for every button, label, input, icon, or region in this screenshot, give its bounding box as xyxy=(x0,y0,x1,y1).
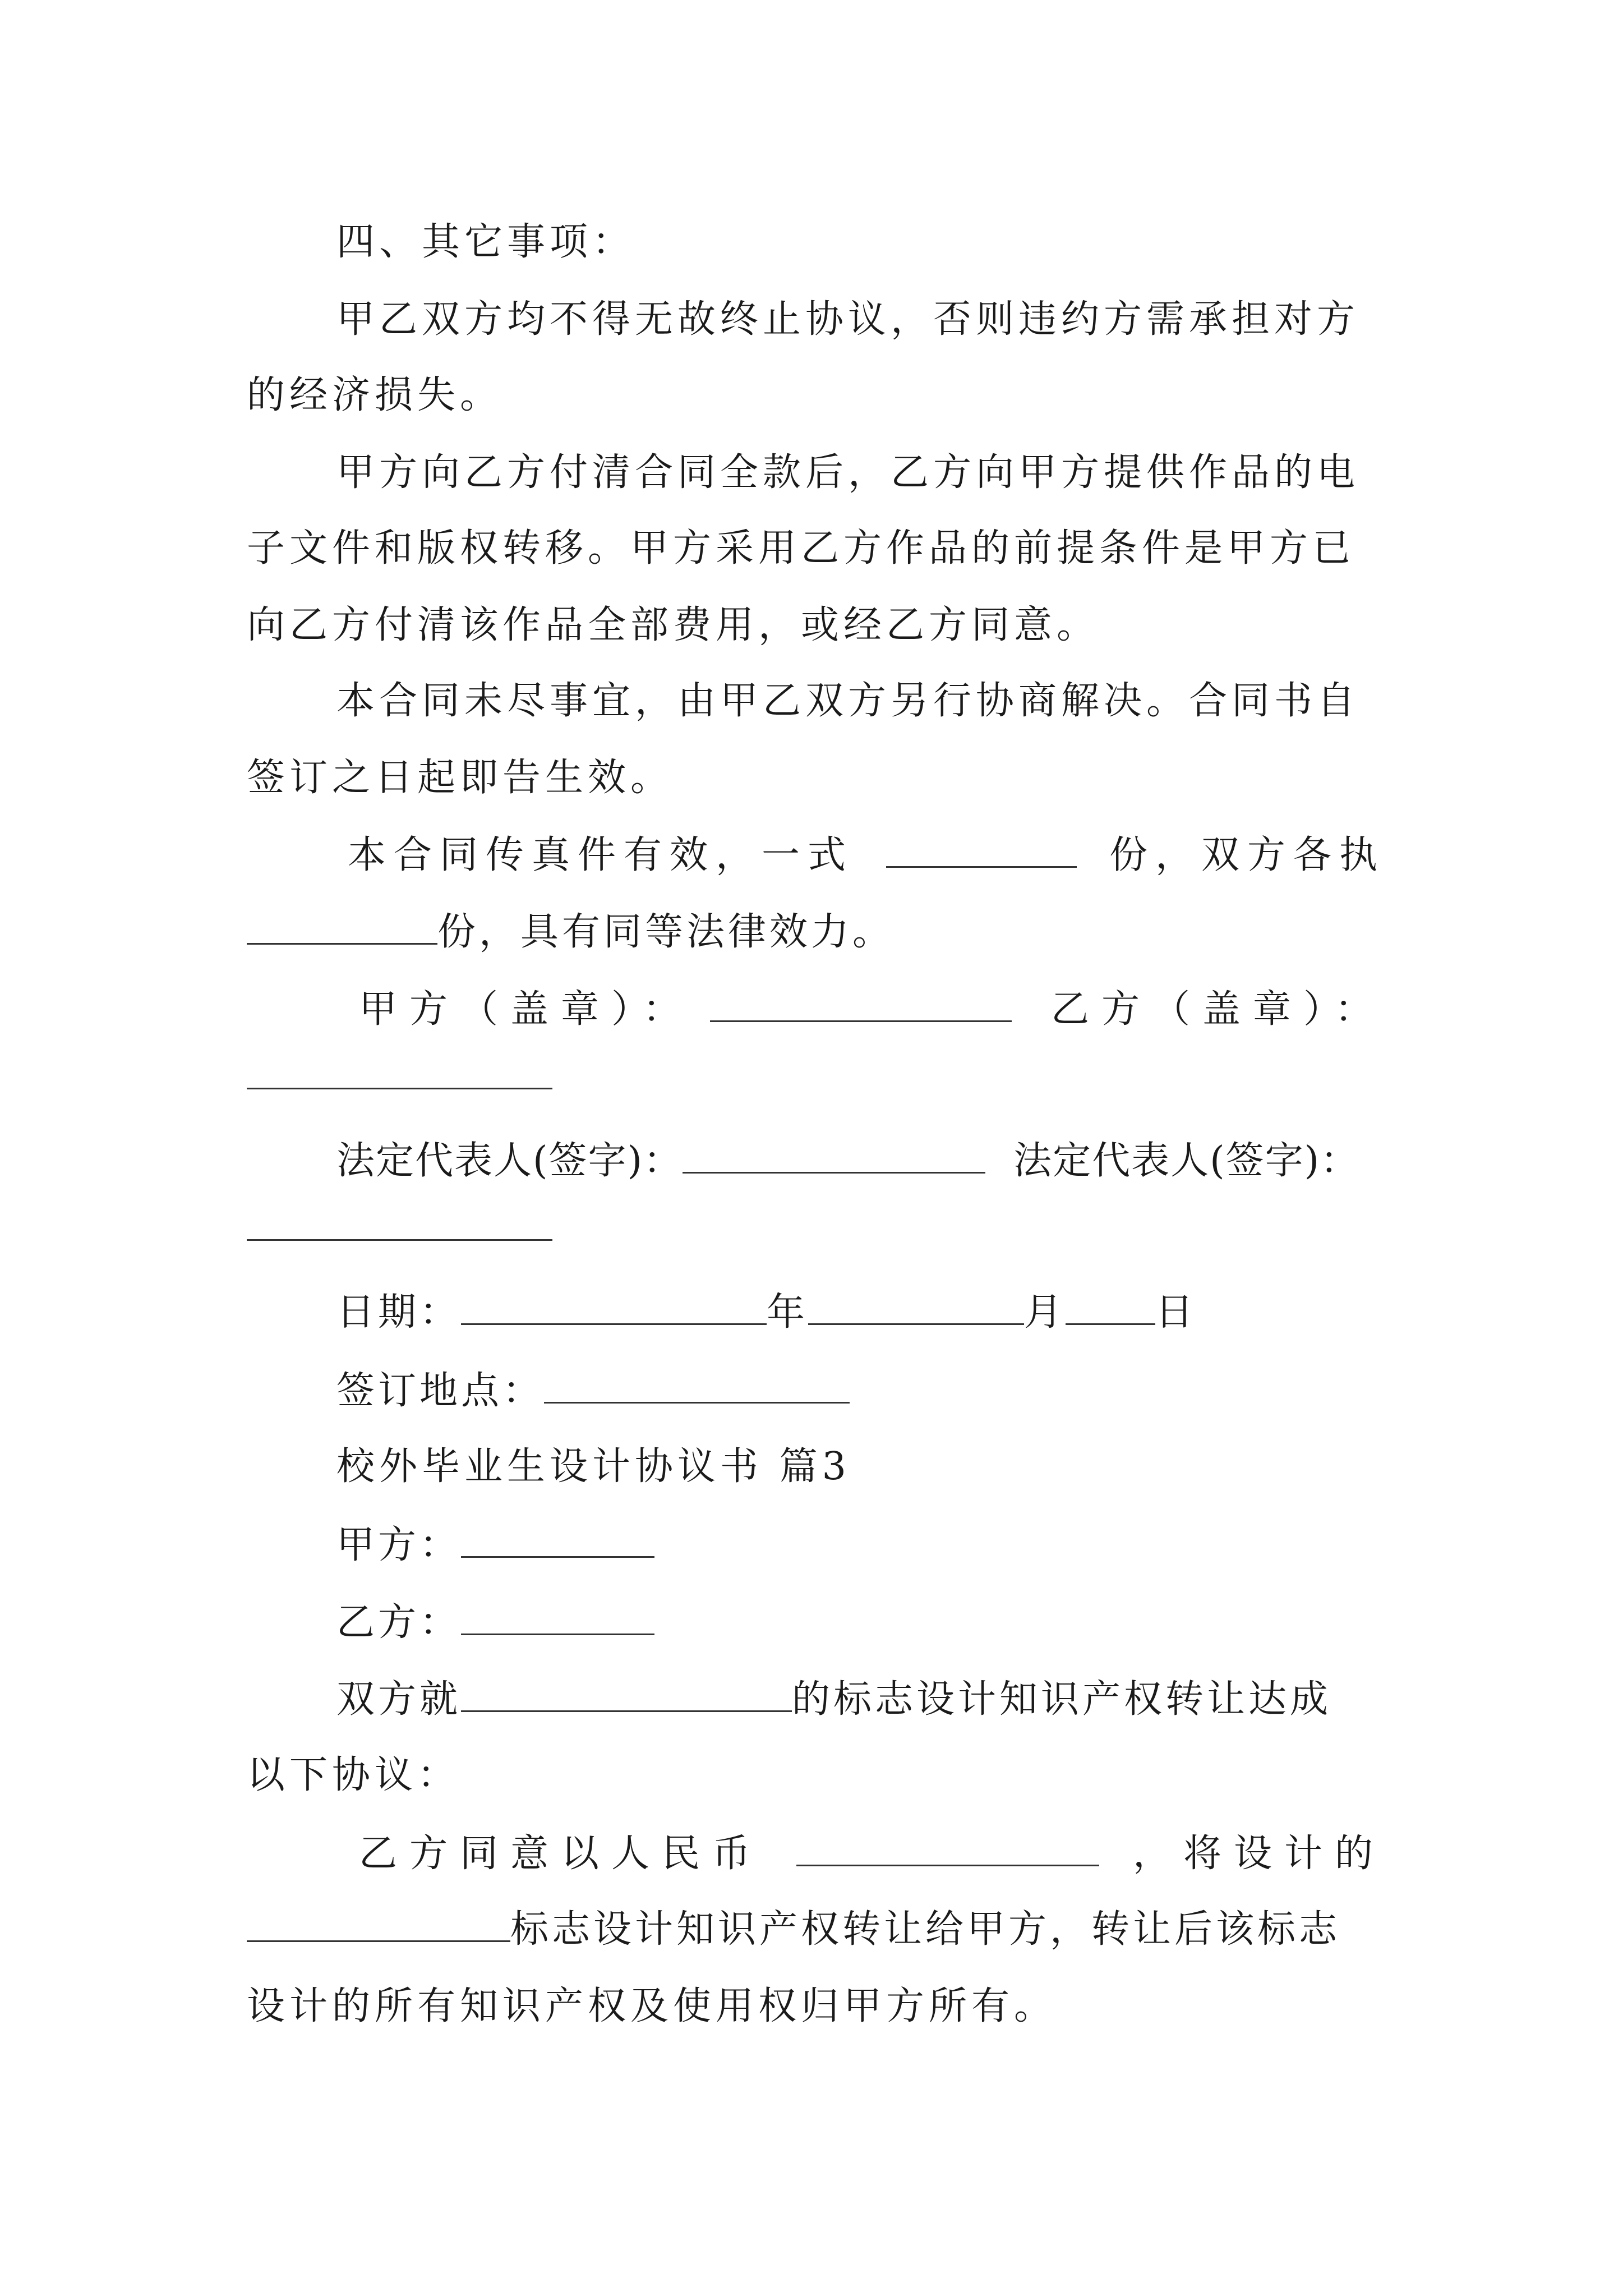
copies-line-2 xyxy=(247,904,1385,960)
party-a-rep-label: 法定代表人(签字)： xyxy=(336,1139,683,1183)
party-b-rep-blank xyxy=(247,1203,552,1241)
copies-each-blank xyxy=(247,907,437,945)
party-b-rep-label: 法定代表人(签字)： xyxy=(1013,1139,1360,1183)
party-a-label: 甲方： xyxy=(336,1523,462,1567)
party-a-rep-blank xyxy=(683,1136,985,1174)
agreement-p1 xyxy=(336,1672,1385,1728)
paragraph-line: 的经济损失。 xyxy=(247,373,503,417)
paragraph-line: 设计的所有知识产权及使用权归甲方所有。 xyxy=(247,1984,1057,2028)
date-month-blank xyxy=(808,1287,1024,1325)
copies-total-blank xyxy=(886,830,1077,868)
paragraph-line: 甲乙双方均不得无故终止协议，否则违约方需承担对方 xyxy=(336,297,1360,342)
date-year-label: 年 xyxy=(767,1290,809,1335)
party-b-rep-blank-line xyxy=(247,1200,1385,1257)
paragraph-line: 本合同未尽事宜，由甲乙双方另行协商解决。合同书自 xyxy=(336,679,1360,723)
price-blank xyxy=(796,1829,1099,1866)
place-blank xyxy=(544,1366,850,1404)
party-a-line xyxy=(336,1517,1385,1573)
section-heading: 四、其它事项： xyxy=(336,220,635,264)
party-b-blank xyxy=(461,1598,654,1635)
agreement-p2-tail: 标志设计知识产权转让给甲方，转让后该标志 xyxy=(510,1907,1341,1952)
agreement-title: 校外毕业生设计协议书 篇3 xyxy=(336,1444,851,1489)
paragraph-line: 甲方向乙方付清合同全款后，乙方向甲方提供作品的电 xyxy=(336,450,1360,495)
logo-name-blank xyxy=(247,1904,510,1942)
date-line xyxy=(336,1285,1385,1341)
copies-text-2: 份，双方各执 xyxy=(1109,833,1385,877)
copies-line xyxy=(348,827,1385,884)
copies-tail: 份，具有同等法律效力。 xyxy=(437,910,895,954)
logo-subject-blank xyxy=(461,1674,792,1712)
paragraph-line: 向乙方付清该作品全部费用，或经乙方同意。 xyxy=(247,603,1100,647)
party-b-seal-label: 乙方（盖章）： xyxy=(1050,987,1385,1032)
agreement-p1-text-2: 的标志设计知识产权转让达成 xyxy=(792,1677,1332,1722)
agreement-p2-text: 乙方同意以人民币 xyxy=(359,1832,763,1876)
place-label: 签订地点： xyxy=(336,1369,545,1413)
place-line xyxy=(336,1363,1385,1419)
date-label: 日期： xyxy=(336,1290,462,1335)
paragraph-line: 签订之日起即告生效。 xyxy=(247,756,674,800)
date-day-label: 日 xyxy=(1155,1290,1197,1335)
date-day-blank xyxy=(1066,1287,1155,1325)
party-b-seal-blank xyxy=(247,1052,552,1089)
agreement-p2 xyxy=(359,1826,1385,1882)
agreement-p2-text-2: ，将设计的 xyxy=(1132,1832,1385,1876)
paragraph-line: 以下协议： xyxy=(247,1753,460,1797)
party-a-seal-label: 甲方（盖章）： xyxy=(359,987,694,1032)
date-year-blank xyxy=(461,1287,767,1325)
party-a-seal-blank xyxy=(710,984,1012,1022)
party-b-label: 乙方： xyxy=(336,1600,462,1645)
date-month-label: 月 xyxy=(1024,1290,1066,1335)
agreement-p2-line2 xyxy=(247,1902,1385,1958)
party-b-seal-blank-line xyxy=(247,1049,1385,1105)
agreement-p1-text: 双方就 xyxy=(336,1677,462,1722)
party-b-line xyxy=(336,1595,1385,1651)
rep-line xyxy=(336,1133,1385,1189)
seal-line xyxy=(359,982,1385,1038)
paragraph-line: 子文件和版权转移。甲方采用乙方作品的前提条件是甲方已 xyxy=(247,526,1355,570)
copies-text: 本合同传真件有效，一式 xyxy=(348,833,854,877)
party-a-blank xyxy=(461,1520,654,1558)
